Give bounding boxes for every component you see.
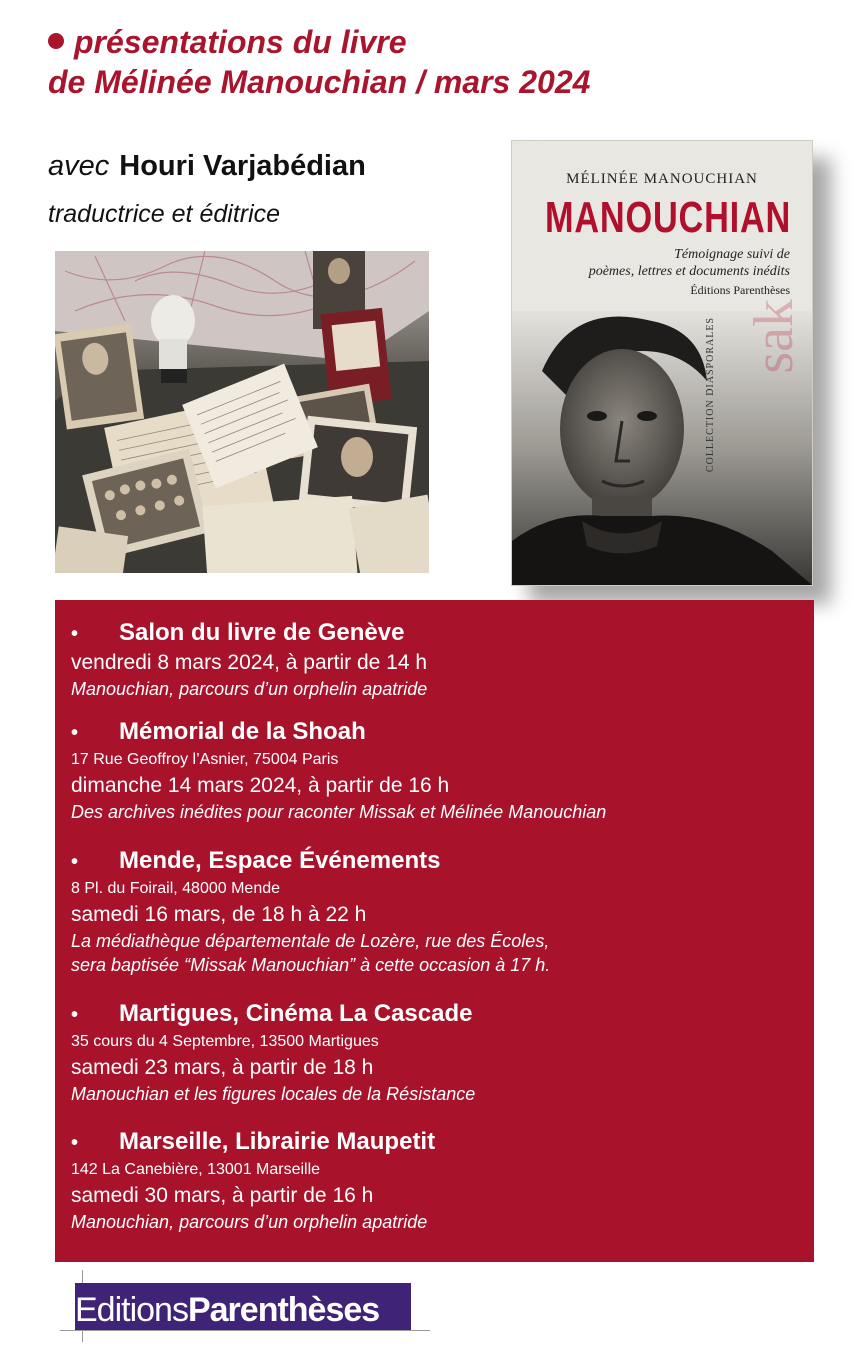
translator-prefix: avec <box>48 150 110 182</box>
event-name: • Marseille, Librairie Maupetit <box>71 1127 804 1158</box>
cover-title: MANOUCHIAN <box>545 193 792 242</box>
logo-part-1: Editions <box>75 1291 188 1329</box>
event-time: vendredi 8 mars 2024, à partir de 14 h <box>71 651 428 674</box>
event-name: • Salon du livre de Genève <box>71 618 804 649</box>
event-name: • Mémorial de la Shoah <box>71 717 804 748</box>
event-martigues <box>71 999 804 1106</box>
event-time: samedi 16 mars, de 18 h à 22 h <box>71 903 367 926</box>
logo-divider-horizontal <box>60 1330 430 1331</box>
event-marseille <box>71 1127 804 1234</box>
event-bullet: • <box>71 1004 79 1026</box>
translator-name: Houri Varjabédian <box>119 150 366 182</box>
event-note-2: sera baptisée “Missak Manouchian” à cette occasion à 17 h. <box>71 955 551 975</box>
cover-author: MÉLINÉE MANOUCHIAN <box>566 171 758 187</box>
event-address: 17 Rue Geoffroy l’Asnier, 75004 Paris <box>71 751 339 768</box>
event-address: 35 cours du 4 Septembre, 13500 Martigues <box>71 1033 379 1050</box>
event-note: Manouchian, parcours d’un orphelin apatride <box>71 679 428 699</box>
event-mende <box>71 846 804 977</box>
headline <box>48 22 590 102</box>
event-bullet: • <box>71 1132 79 1154</box>
translator-role: traductrice et éditrice <box>48 200 281 228</box>
cover-subtitle-line-2: poèmes, lettres et documents inédits <box>588 264 790 279</box>
event-bullet: • <box>71 623 79 645</box>
event-time: samedi 30 mars, à partir de 16 h <box>71 1184 374 1207</box>
headline-line-1: présentations du livre <box>74 24 407 60</box>
events-panel <box>55 600 814 1262</box>
event-note: Manouchian, parcours d’un orphelin apatride <box>71 1212 428 1232</box>
headline-bullet <box>48 33 64 49</box>
cover-publisher: Éditions Parenthèses <box>690 283 790 297</box>
event-address: 142 La Canebière, 13001 Marseille <box>71 1161 321 1178</box>
event-note: Manouchian et les figures locales de la Résistance <box>71 1084 476 1104</box>
event-geneve <box>71 618 804 701</box>
logo-part-2: Parenthèses <box>187 1291 380 1329</box>
event-name: • Mende, Espace Événements <box>71 846 804 877</box>
cover-collection: COLLECTION DIASPORALES <box>705 317 716 473</box>
cover-subtitle-line-1: Témoignage suivi de <box>674 247 790 262</box>
event-note: Des archives inédites pour raconter Missak et Mélinée Manouchian <box>71 802 607 822</box>
event-shoah <box>71 717 804 824</box>
event-bullet: • <box>71 851 79 873</box>
archive-photo <box>55 251 429 573</box>
event-bullet: • <box>71 722 79 744</box>
archive-photo-illustration <box>55 251 429 573</box>
publisher-logo-text <box>75 1290 379 1330</box>
translator-line <box>48 150 366 183</box>
event-address: 8 Pl. du Foirail, 48000 Mende <box>71 880 281 897</box>
headline-line-2: de Mélinée Manouchian / mars 2024 <box>48 64 591 100</box>
event-time: samedi 23 mars, à partir de 18 h <box>71 1056 374 1079</box>
cover-spine-word: sak <box>743 299 805 374</box>
event-time: dimanche 14 mars 2024, à partir de 16 h <box>71 774 450 797</box>
event-name: • Martigues, Cinéma La Cascade <box>71 999 804 1030</box>
book-cover <box>511 140 813 586</box>
event-note: La médiathèque départementale de Lozère, rue des Écoles, <box>71 931 550 951</box>
cover-subtitle <box>540 246 790 280</box>
